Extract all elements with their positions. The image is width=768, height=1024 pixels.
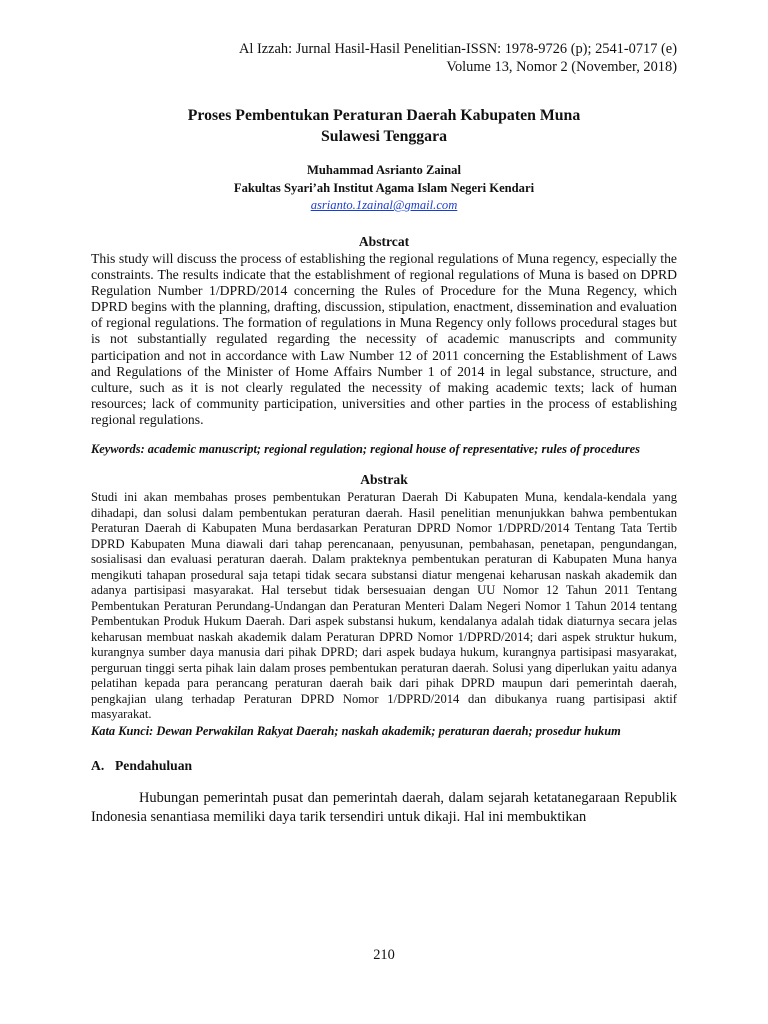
keywords-en: Keywords: academic manuscript; regional regulation; regional house of representative; rules of procedures [91,442,640,457]
title-line-1: Proses Pembentukan Peraturan Daerah Kabupaten Muna [187,107,581,124]
author-email-link[interactable]: asrianto.1zainal@gmail.com [310,198,458,212]
journal-line: Al Izzah: Jurnal Hasil-Hasil Penelitian-ISSN: 1978-9726 (p); 2541-0717 (e) [238,41,677,57]
body-paragraph: Hubungan pemerintah pusat dan pemerintah daerah, dalam sejarah ketatanegaraan Republik Indonesia senantiasa memiliki daya tarik tersendiri untuk dikaji. Hal ini membuktikan [91,789,677,825]
abstract-heading-id: Abstrak [360,472,408,488]
keywords-id: Kata Kunci: Dewan Perwakilan Rakyat Daerah; naskah akademik; peraturan daerah; prosedur hukum [91,723,621,738]
page-number: 210 [373,947,395,963]
abstract-text-id: Studi ini akan membahas proses pembentukan Peraturan Daerah Di Kabupaten Muna, kendala-kendala yang dihadapi, dan solusi dalam pembentukan peraturan daerah. Hasil penelitian menunjukkan bahwa pembentukan Peraturan Daerah di Kabupaten Muna berdasarkan Peraturan DPRD Nomor 1/DPRD/2014 Tentang Tata Tertib DPRD Kabupaten Muna diawali dari tahap perencanaan, penyusunan, pembahasan, penetapan, pengundangan, sosialisasi dan evaluasi peraturan daerah. Dalam prakteknya pembentukan peraturan di Kabupaten Muna hanya mengikuti tahapan prosedural saja tetapi tidak secara substansi diatur mengenai keharusan naskah akademik dan adanya partisipasi masyarakat. Hal tersebut tidak bersesuaian dengan UU Nomor 12 Tahun 2011 Tentang Pembentukan Peraturan Perundang-Undangan dan Peraturan Menteri Dalam Negeri Nomor 1 Tahun 2014 tentang Pembentukan Produk Hukum Daerah. Dari aspek substansi hukum, kendalanya adalah tidak diaturnya secara jelas keharusan membuat naskah akademik dalam Peraturan DPRD Nomor 1/DPRD/2014; dari aspek struktur hukum, kurangnya sumber daya manusia dari pihak DPRD; dari aspek budaya hukum, kurangnya partisipasi masyarakat, perguruan tinggi serta pihak lain dalam proses pembentukan peraturan daerah. Solusi yang diperlukan yaitu adanya pelatihan kepada para perancang peraturan daerah baik dari pihak DPRD maupun dari pemerintah daerah, pengkajian ulang terhadap Peraturan DPRD Nomor 1/DPRD/2014 dan dibukanya ruang partisipasi aktif masyarakat. [91,490,677,722]
author-name: Muhammad Asrianto Zainal [307,163,461,177]
abstract-heading-en: Abstrcat [358,234,410,249]
running-header [91,40,677,76]
author-affiliation: Fakultas Syari’ah Institut Agama Islam Negeri Kendari [233,181,535,195]
section-number: A. [91,757,105,773]
section-heading [91,757,677,775]
title-line-2: Sulawesi Tenggara [321,128,447,145]
paper-page [91,40,677,827]
volume-line: Volume 13, Nomor 2 (November, 2018) [446,59,677,75]
section-title: Pendahuluan [115,757,193,773]
abstract-text-en: This study will discuss the process of establishing the regional regulations of Muna regency, especially the constraints. The results indicate that the establishment of regional regulations of Muna is based on DPRD Regulation Number 1/DPRD/2014 concerning the Rules of Procedure for the Muna Regency, which DPRD begins with the planning, drafting, discussion, stipulation, enactment, dissemination and evaluation of regional regulations. The formation of regulations in Muna Regency only follows procedural stages but is not substantially regulated regarding the necessity of academic manuscripts and community participation and not in accordance with Law Number 12 of 2011 concerning the Establishment of Laws and Regulations of the Minister of Home Affairs Number 1 of 2014 in legal substance, structure, and culture, such as it is not clearly regulated the necessity of making academic texts; lack of human resources; lack of community participation, universities and other parties in the process of establishing regional regulations. [91,251,677,427]
article-title [91,105,677,147]
